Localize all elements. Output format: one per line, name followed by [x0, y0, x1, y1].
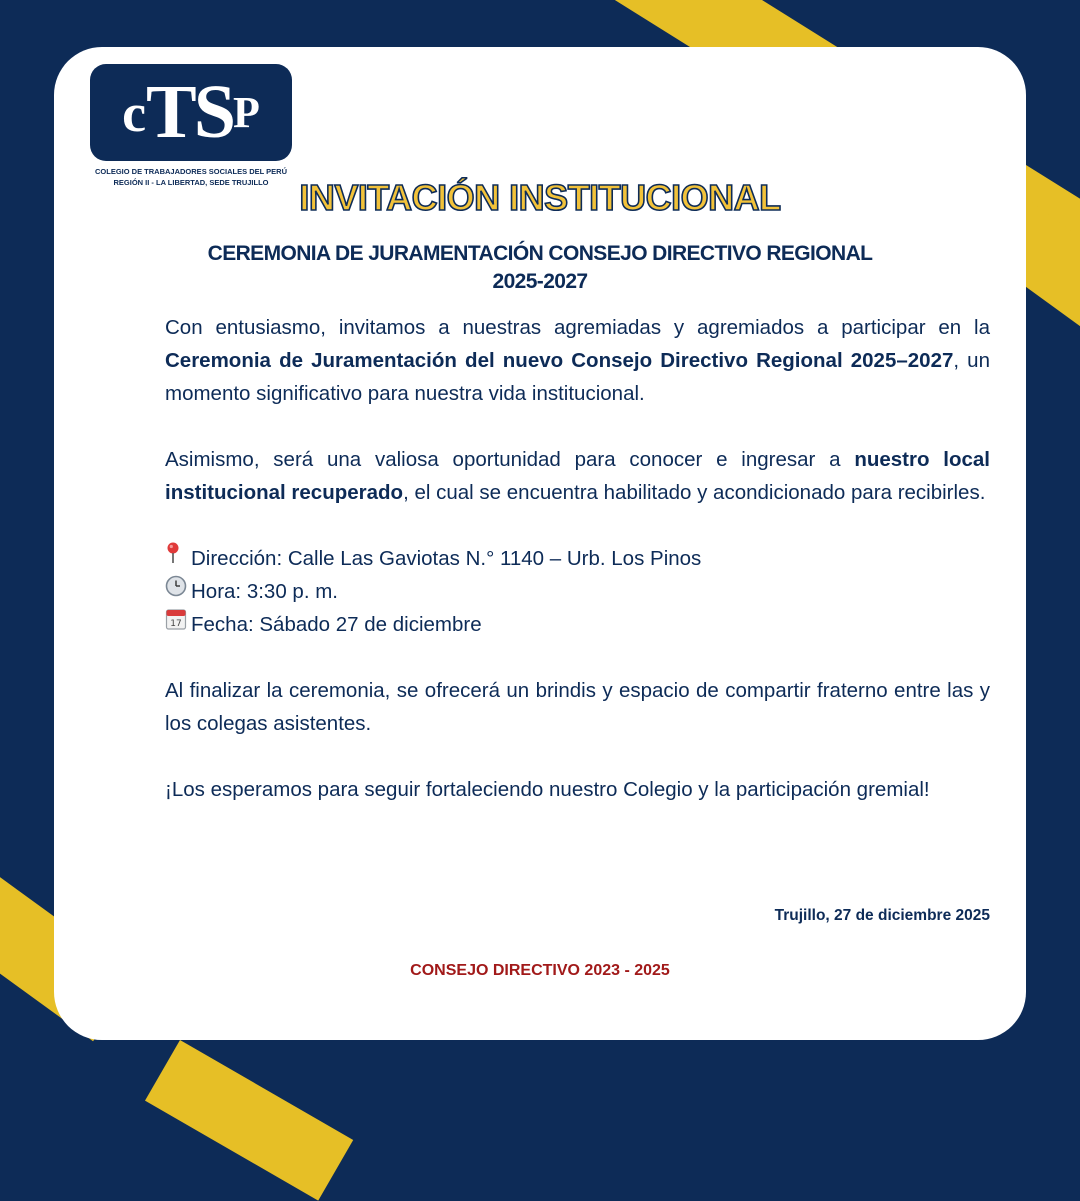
- logo-letter-p: P: [233, 88, 260, 137]
- paragraph-intro-bold: Ceremonia de Juramentación del nuevo Consejo Directivo Regional 2025–2027: [165, 349, 954, 372]
- council-signature: CONSEJO DIRECTIVO 2023 - 2025: [410, 962, 670, 979]
- detail-date-text: Fecha: Sábado 27 de diciembre: [191, 613, 482, 636]
- paragraph-closing: ¡Los esperamos para seguir fortaleciendo nuestro Colegio y la participación gremial!: [165, 778, 930, 801]
- paragraph-venue-text: Asimismo, será una valiosa oportunidad para conocer e ingresar a: [165, 448, 855, 471]
- ctsp-logo: [90, 64, 292, 161]
- logo-letter-c: c: [122, 82, 147, 143]
- logo-letters-ts: TS: [146, 70, 234, 154]
- event-details: [165, 542, 990, 641]
- stripe-bottom: [145, 1040, 353, 1201]
- detail-date: [165, 608, 990, 641]
- calendar-icon: [165, 608, 191, 641]
- paragraph-intro-text: Con entusiasmo, invitamos a nuestras agremiadas y agremiados a participar en la: [165, 316, 990, 339]
- paragraph-intro-tail: , un momento significativo para nuestra vida institucional.: [165, 349, 990, 405]
- svg-text:17: 17: [170, 619, 182, 629]
- clock-icon: [165, 575, 191, 608]
- event-subtitle: [54, 240, 1026, 296]
- detail-address-text: Dirección: Calle Las Gaviotas N.° 1140 – Urb. Los Pinos: [191, 547, 702, 570]
- detail-address: [165, 542, 990, 575]
- invitation-card: [54, 47, 1026, 1040]
- paragraph-venue: [165, 443, 990, 509]
- logo-subtitle-line1: COLEGIO DE TRABAJADORES SOCIALES DEL PERÚ: [95, 167, 287, 176]
- paragraph-intro: [165, 311, 990, 410]
- event-subtitle-line2: 2025-2027: [492, 270, 588, 293]
- detail-time: [165, 575, 990, 608]
- paragraph-venue-tail: , el cual se encuentra habilitado y acondicionado para recibirles.: [403, 481, 986, 504]
- pin-icon: [165, 542, 191, 575]
- detail-time-text: Hora: 3:30 p. m.: [191, 580, 338, 603]
- paragraph-toast: Al finalizar la ceremonia, se ofrecerá un brindis y espacio de compartir fraterno entre las y los colegas asistentes.: [165, 679, 990, 735]
- paragraph-venue-bold: nuestro local institucional recuperado: [165, 448, 990, 504]
- event-subtitle-line1: CEREMONIA DE JURAMENTACIÓN CONSEJO DIRECTIVO REGIONAL: [207, 242, 873, 265]
- invitation-body: [165, 311, 990, 839]
- signoff-date: Trujillo, 27 de diciembre 2025: [774, 907, 990, 924]
- logo-subtitle-line2: REGIÓN II - LA LIBERTAD, SEDE TRUJILLO: [113, 178, 269, 187]
- page-title: INVITACIÓN INSTITUCIONAL: [299, 177, 781, 218]
